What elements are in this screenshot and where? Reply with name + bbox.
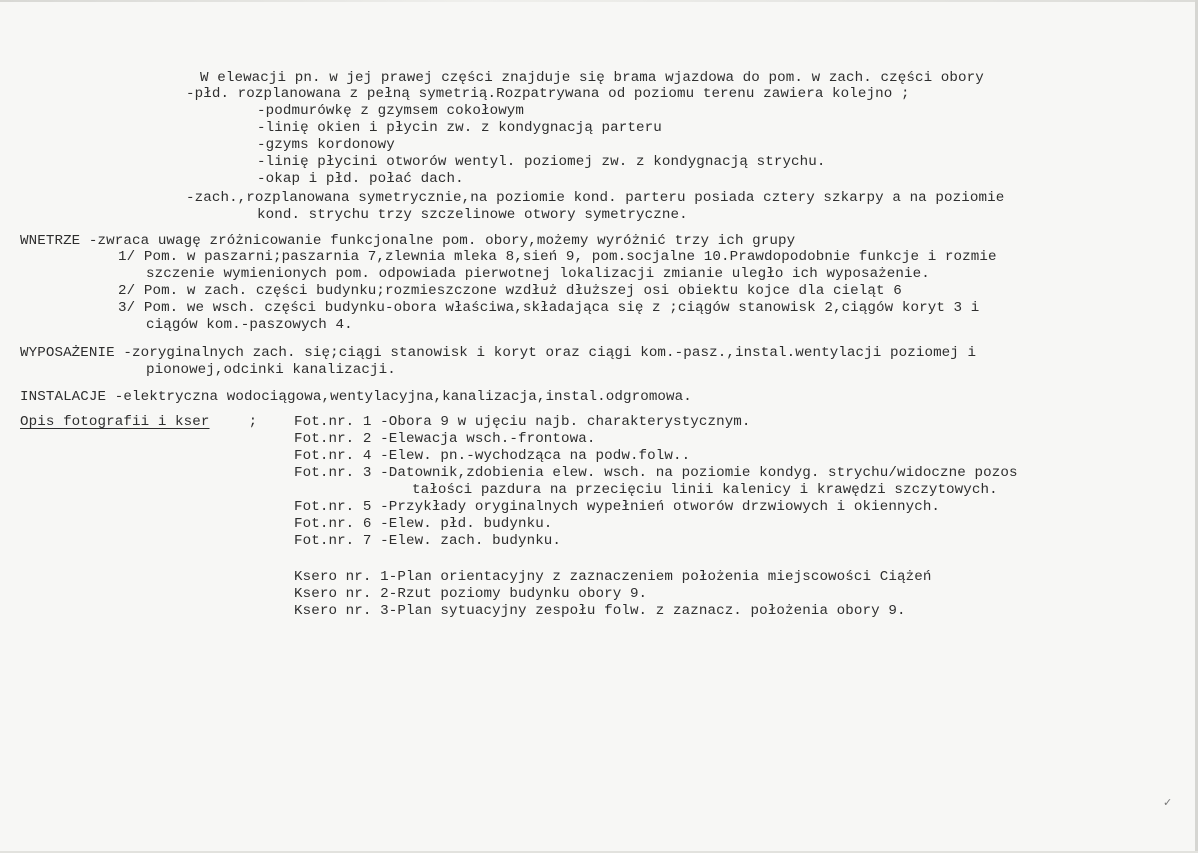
list-item: -okap i płd. połać dach. xyxy=(257,171,464,187)
list-item: -gzyms kordonowy xyxy=(257,137,395,153)
photo-entry: Fot.nr. 1 -Obora 9 w ujęciu najb. charakterystycznym. xyxy=(294,414,751,430)
copy-entry: Ksero nr. 3-Plan sytuacyjny zespołu folw. z zaznacz. położenia obory 9. xyxy=(294,603,906,619)
photo-entry: Fot.nr. 2 -Elewacja wsch.-frontowa. xyxy=(294,431,596,447)
list-item: 3/ Pom. we wsch. części budynku-obora właściwa,składająca się z ;ciągów stanowisk 2,ciągów koryt 3 i xyxy=(118,300,980,316)
section-instalacje: INSTALACJE -elektryczna wodociągowa,wentylacyjna,kanalizacja,instal.odgromowa. xyxy=(20,389,692,405)
page-top-edge xyxy=(0,0,1198,2)
photo-entry: Fot.nr. 3 -Datownik,zdobienia elew. wsch. na poziomie kondyg. strychu/widoczne pozos xyxy=(294,465,1018,481)
copy-entry: Ksero nr. 2-Rzut poziomy budynku obory 9. xyxy=(294,586,648,602)
text-line: szczenie wymienionych pom. odpowiada pierwotnej lokalizacji zmianie uległo ich wyposażenie. xyxy=(146,266,930,282)
check-mark-icon: ✓ xyxy=(1163,796,1173,809)
text-line: -zach.,rozplanowana symetrycznie,na poziomie kond. parteru posiada cztery szkarpy a na poziomie xyxy=(186,190,1005,206)
section-wyposazenie: WYPOSAŻENIE -zoryginalnych zach. się;ciągi stanowisk i koryt oraz ciągi kom.-pasz.,instal.wentylacji poziomej i xyxy=(20,345,977,361)
list-item: -linię okien i płycin zw. z kondygnacją parteru xyxy=(257,120,662,136)
text-line: pionowej,odcinki kanalizacji. xyxy=(146,362,396,378)
photo-entry: Fot.nr. 5 -Przykłady oryginalnych wypełnień otworów drzwiowych i okiennych. xyxy=(294,499,941,515)
copy-entry: Ksero nr. 1-Plan orientacyjny z zaznaczeniem położenia miejscowości Ciążeń xyxy=(294,569,932,585)
list-item: 1/ Pom. w paszarni;paszarnia 7,zlewnia mleka 8,sień 9, pom.socjalne 10.Prawdopodobnie funkcje i rozmie xyxy=(118,249,997,265)
list-item: 2/ Pom. w zach. części budynku;rozmieszczone wzdłuż dłuższej osi obiektu kojce dla cieląt 6 xyxy=(118,283,902,299)
text-line: ciągów kom.-paszowych 4. xyxy=(146,317,353,333)
text-line: -płd. rozplanowana z pełną symetrią.Rozpatrywana od poziomu terenu zawiera kolejno ; xyxy=(186,86,910,102)
heading-punctuation: ; xyxy=(240,414,258,430)
list-item: -linię płycini otworów wentyl. poziomej zw. z kondygnacją strychu. xyxy=(257,154,826,170)
text-line: tałości pazdura na przecięciu linii kalenicy i krawędzi szczytowych. xyxy=(412,482,998,498)
section-wnetrze: WNETRZE -zwraca uwagę zróżnicowanie funkcjonalne pom. obory,możemy wyróżnić trzy ich grupy xyxy=(20,233,796,249)
photo-entry: Fot.nr. 7 -Elew. zach. budynku. xyxy=(294,533,562,549)
list-item: -podmurówkę z gzymsem cokołowym xyxy=(257,103,525,119)
photo-entry: Fot.nr. 6 -Elew. płd. budynku. xyxy=(294,516,553,532)
text-line: W elewacji pn. w jej prawej części znajduje się brama wjazdowa do pom. w zach. części obory xyxy=(200,70,984,86)
photo-entry: Fot.nr. 4 -Elew. pn.-wychodząca na podw.folw.. xyxy=(294,448,691,464)
section-opis-heading: Opis fotografii i kser xyxy=(20,414,210,430)
text-line: kond. strychu trzy szczelinowe otwory symetryczne. xyxy=(257,207,688,223)
